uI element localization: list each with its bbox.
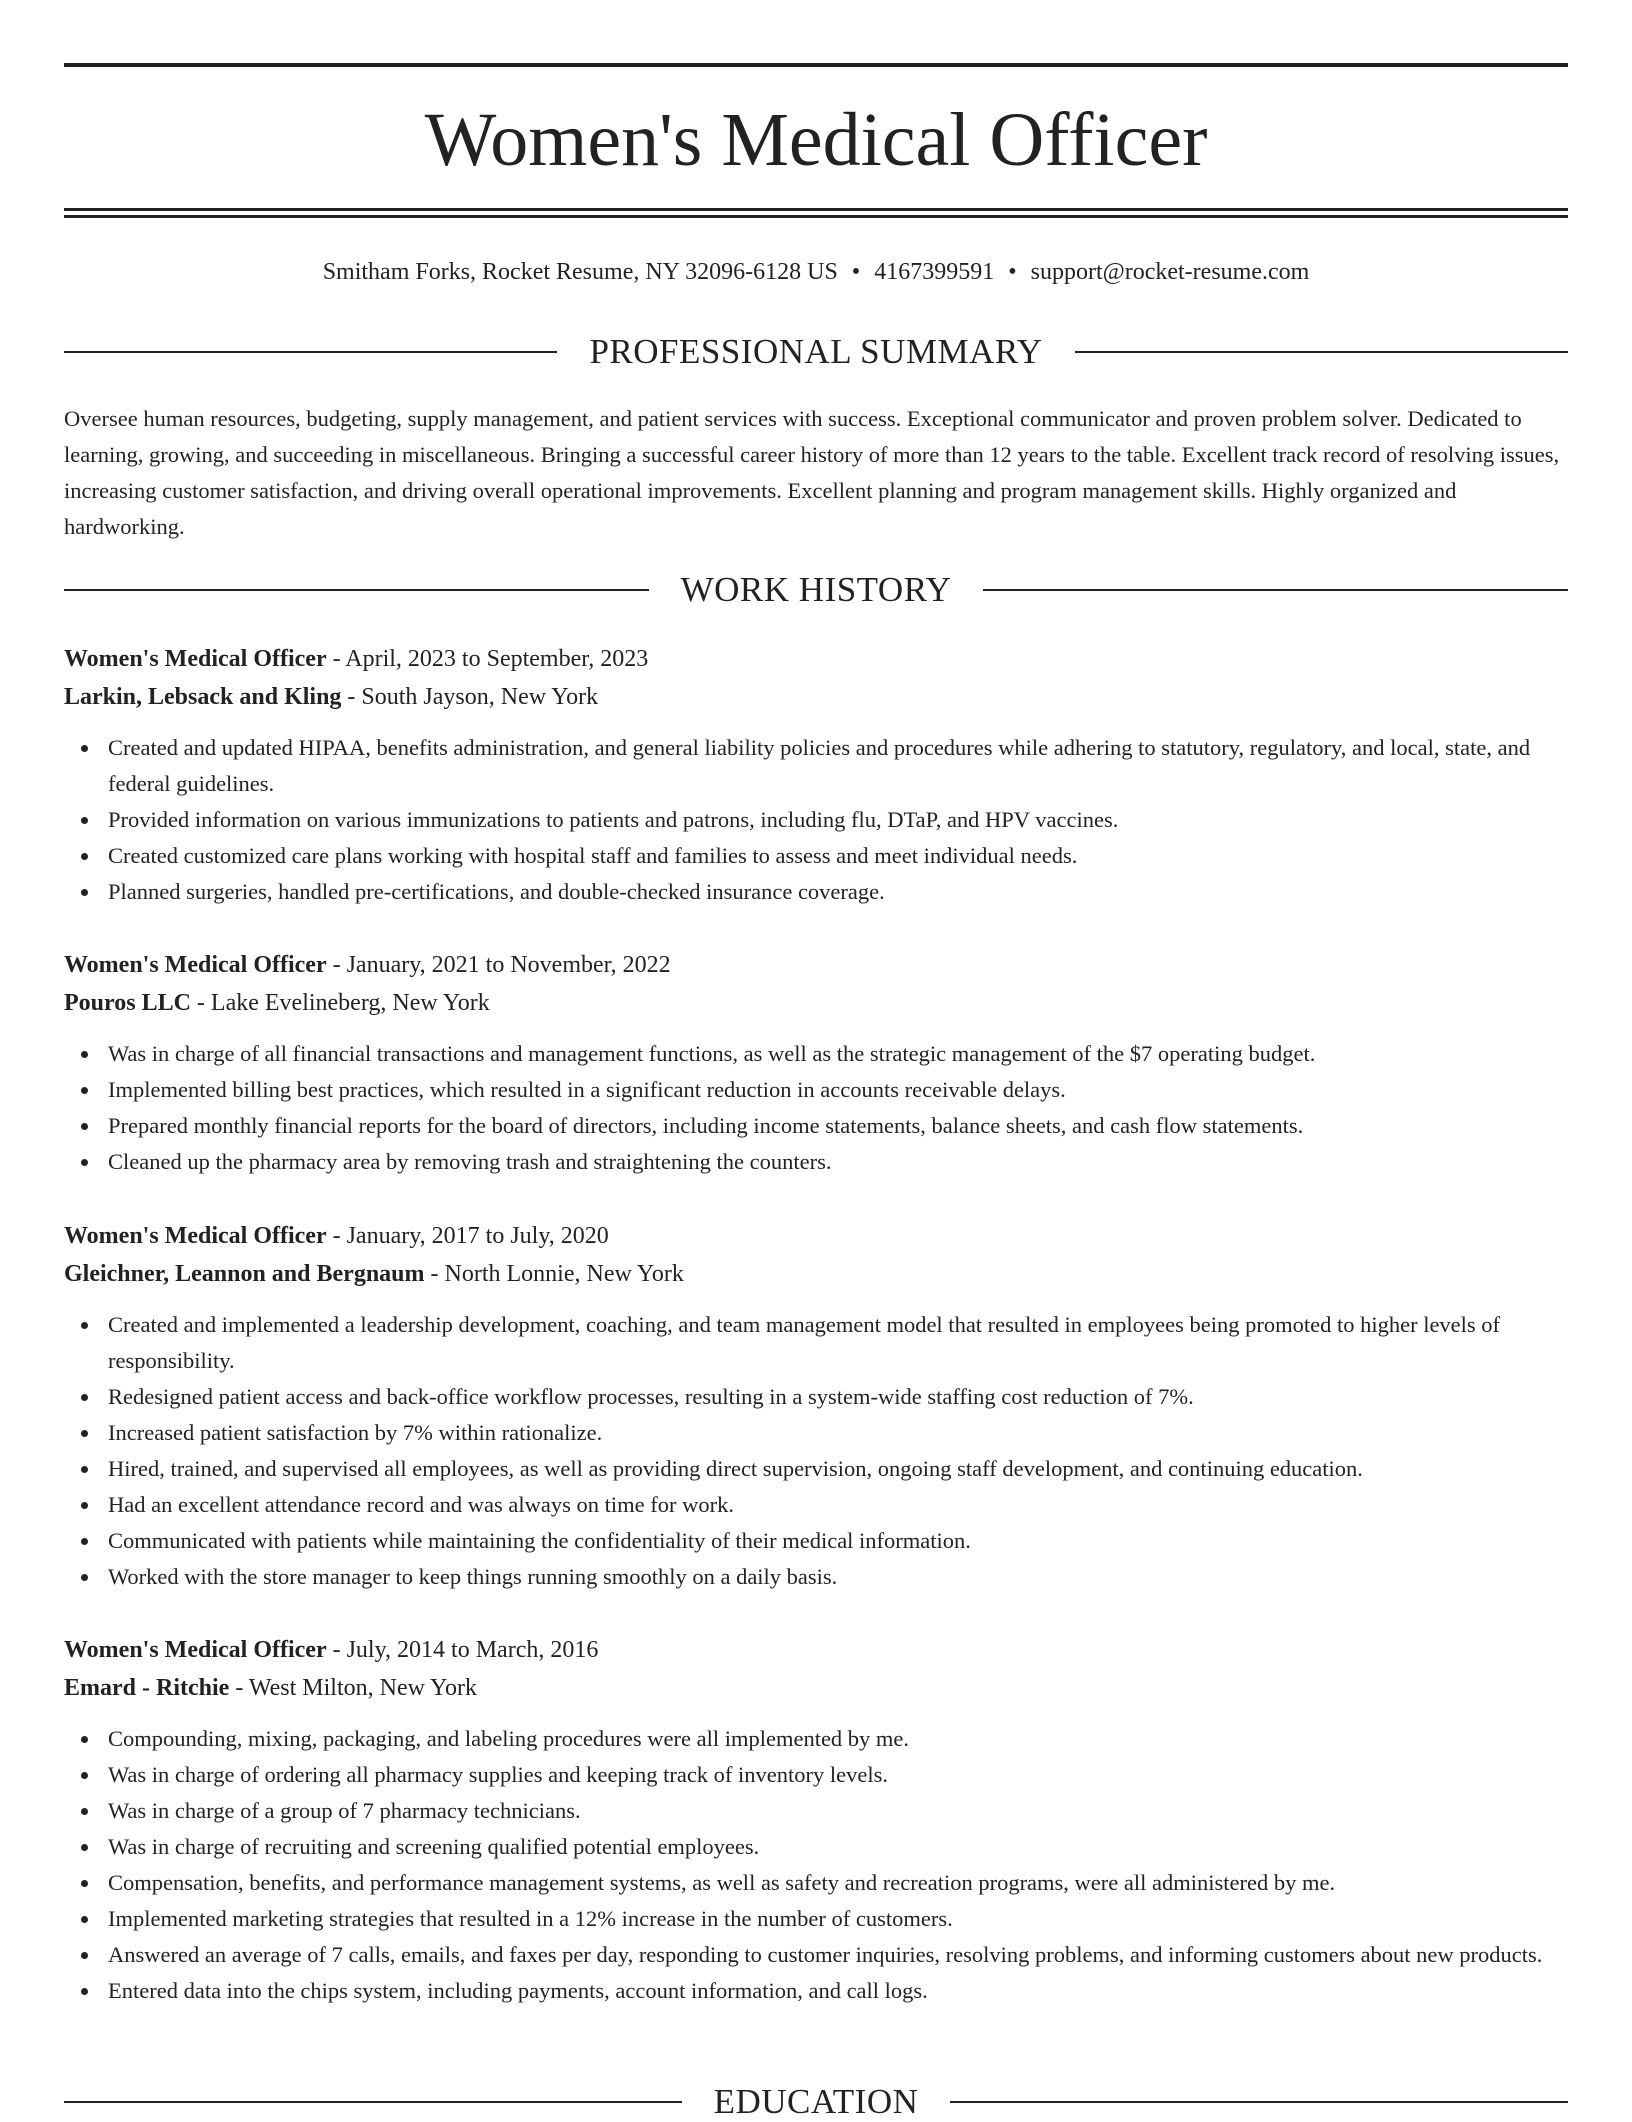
heading-rule-right bbox=[950, 2101, 1568, 2103]
section-heading-work-history bbox=[64, 570, 1568, 610]
job-bullet: Was in charge of a group of 7 pharmacy technicians. bbox=[108, 1793, 1568, 1829]
job-company-line bbox=[64, 1669, 1568, 1707]
contact-email: support@rocket-resume.com bbox=[1030, 259, 1310, 285]
job-location: - Lake Evelineberg, New York bbox=[190, 990, 490, 1016]
job-bullets bbox=[64, 730, 1568, 910]
job-dates: - July, 2014 to March, 2016 bbox=[326, 1637, 599, 1663]
job-location: - North Lonnie, New York bbox=[424, 1261, 684, 1287]
job-bullet: Answered an average of 7 calls, emails, and faxes per day, responding to customer inquiries, resolving problems, and informing customers about new products. bbox=[108, 1937, 1568, 1973]
job-dates: - April, 2023 to September, 2023 bbox=[326, 646, 649, 672]
job-bullet: Provided information on various immunizations to patients and patrons, including flu, DTaP, and HPV vaccines. bbox=[108, 802, 1568, 838]
job-title-line bbox=[64, 946, 1568, 984]
job-title: Women's Medical Officer bbox=[64, 952, 327, 978]
job-bullet: Cleaned up the pharmacy area by removing trash and straightening the counters. bbox=[108, 1144, 1568, 1180]
contact-phone: 4167399591 bbox=[874, 259, 995, 285]
job-company-line bbox=[64, 1255, 1568, 1293]
job-location: - South Jayson, New York bbox=[341, 684, 599, 710]
job-bullet: Entered data into the chips system, including payments, account information, and call logs. bbox=[108, 1973, 1568, 2009]
heading-rule-left bbox=[64, 589, 649, 591]
contact-separator: • bbox=[1008, 259, 1017, 285]
section-title: PROFESSIONAL SUMMARY bbox=[589, 332, 1043, 371]
job-company: Larkin, Lebsack and Kling bbox=[64, 684, 342, 710]
job-company: Gleichner, Leannon and Bergnaum bbox=[64, 1261, 425, 1287]
section-heading-summary bbox=[64, 332, 1568, 372]
section-heading-education bbox=[64, 2082, 1568, 2122]
job-bullet: Was in charge of all financial transactions and management functions, as well as the strategic management of the $7 operating budget. bbox=[108, 1036, 1568, 1072]
job-bullet: Was in charge of recruiting and screening qualified potential employees. bbox=[108, 1829, 1568, 1865]
job-bullet: Was in charge of ordering all pharmacy supplies and keeping track of inventory levels. bbox=[108, 1757, 1568, 1793]
job-bullet: Worked with the store manager to keep things running smoothly on a daily basis. bbox=[108, 1559, 1568, 1595]
job-bullet: Compounding, mixing, packaging, and labeling procedures were all implemented by me. bbox=[108, 1721, 1568, 1757]
job-bullets bbox=[64, 1036, 1568, 1180]
job-company-line bbox=[64, 678, 1568, 716]
job-bullet: Hired, trained, and supervised all employees, as well as providing direct supervision, ongoing staff development, and continuing education. bbox=[108, 1451, 1568, 1487]
job-bullet: Planned surgeries, handled pre-certifications, and double-checked insurance coverage. bbox=[108, 874, 1568, 910]
contact-separator: • bbox=[851, 259, 861, 285]
job-title-line bbox=[64, 1631, 1568, 1669]
name-rule-lower bbox=[64, 215, 1568, 218]
job-company-line bbox=[64, 984, 1568, 1022]
job-company: Pouros LLC bbox=[64, 990, 191, 1016]
job-bullet: Compensation, benefits, and performance management systems, as well as safety and recreation programs, were all administered by me. bbox=[108, 1865, 1568, 1901]
job-bullet: Implemented billing best practices, which resulted in a significant reduction in accounts receivable delays. bbox=[108, 1072, 1568, 1108]
resume-name: Women's Medical Officer bbox=[424, 98, 1208, 182]
job-bullet: Increased patient satisfaction by 7% within rationalize. bbox=[108, 1415, 1568, 1451]
section-title: WORK HISTORY bbox=[680, 570, 952, 609]
contact-info bbox=[64, 254, 1568, 290]
job-entry bbox=[64, 946, 1568, 1180]
job-entry bbox=[64, 1217, 1568, 1595]
job-bullet: Communicated with patients while maintaining the confidentiality of their medical information. bbox=[108, 1523, 1568, 1559]
summary-text: Oversee human resources, budgeting, supply management, and patient services with success. Exceptional communicator and proven problem solver. Dedicated to learning, growing, and succeeding in miscellaneous. Bringing a successful career history of more than 12 years to the table. Excellent track record of resolving issues, increasing customer satisfaction, and driving overall operational improvements. Excellent planning and program management skills. Highly organized and hardworking. bbox=[64, 406, 1560, 539]
job-bullet: Had an excellent attendance record and was always on time for work. bbox=[108, 1487, 1568, 1523]
heading-rule-left bbox=[64, 351, 557, 353]
job-title-line bbox=[64, 1217, 1568, 1255]
job-bullet: Created customized care plans working with hospital staff and families to assess and meet individual needs. bbox=[108, 838, 1568, 874]
name-rule-upper bbox=[64, 208, 1568, 211]
job-title: Women's Medical Officer bbox=[64, 1637, 327, 1663]
top-rule bbox=[64, 63, 1568, 67]
job-bullet: Prepared monthly financial reports for the board of directors, including income statements, balance sheets, and cash flow statements. bbox=[108, 1108, 1568, 1144]
contact-address: Smitham Forks, Rocket Resume, NY 32096-6128 US bbox=[322, 259, 838, 285]
heading-rule-left bbox=[64, 2101, 682, 2103]
job-bullet: Created and updated HIPAA, benefits administration, and general liability policies and procedures while adhering to statutory, regulatory, and local, state, and federal guidelines. bbox=[108, 730, 1568, 802]
job-title: Women's Medical Officer bbox=[64, 646, 327, 672]
job-dates: - January, 2021 to November, 2022 bbox=[326, 952, 671, 978]
job-company: Emard - Ritchie bbox=[64, 1675, 230, 1701]
job-bullets bbox=[64, 1721, 1568, 2009]
job-title-line bbox=[64, 640, 1568, 678]
job-location: - West Milton, New York bbox=[229, 1675, 477, 1701]
job-entry bbox=[64, 1631, 1568, 2009]
job-entry bbox=[64, 640, 1568, 910]
heading-rule-right bbox=[1075, 351, 1568, 353]
job-bullet: Implemented marketing strategies that resulted in a 12% increase in the number of customers. bbox=[108, 1901, 1568, 1937]
job-bullet: Created and implemented a leadership development, coaching, and team management model that resulted in employees being promoted to higher levels of responsibility. bbox=[108, 1307, 1568, 1379]
section-title: EDUCATION bbox=[713, 2082, 919, 2121]
job-bullet: Redesigned patient access and back-office workflow processes, resulting in a system-wide staffing cost reduction of 7%. bbox=[108, 1379, 1568, 1415]
heading-rule-right bbox=[983, 589, 1568, 591]
job-title: Women's Medical Officer bbox=[64, 1223, 327, 1249]
job-bullets bbox=[64, 1307, 1568, 1595]
job-dates: - January, 2017 to July, 2020 bbox=[326, 1223, 609, 1249]
